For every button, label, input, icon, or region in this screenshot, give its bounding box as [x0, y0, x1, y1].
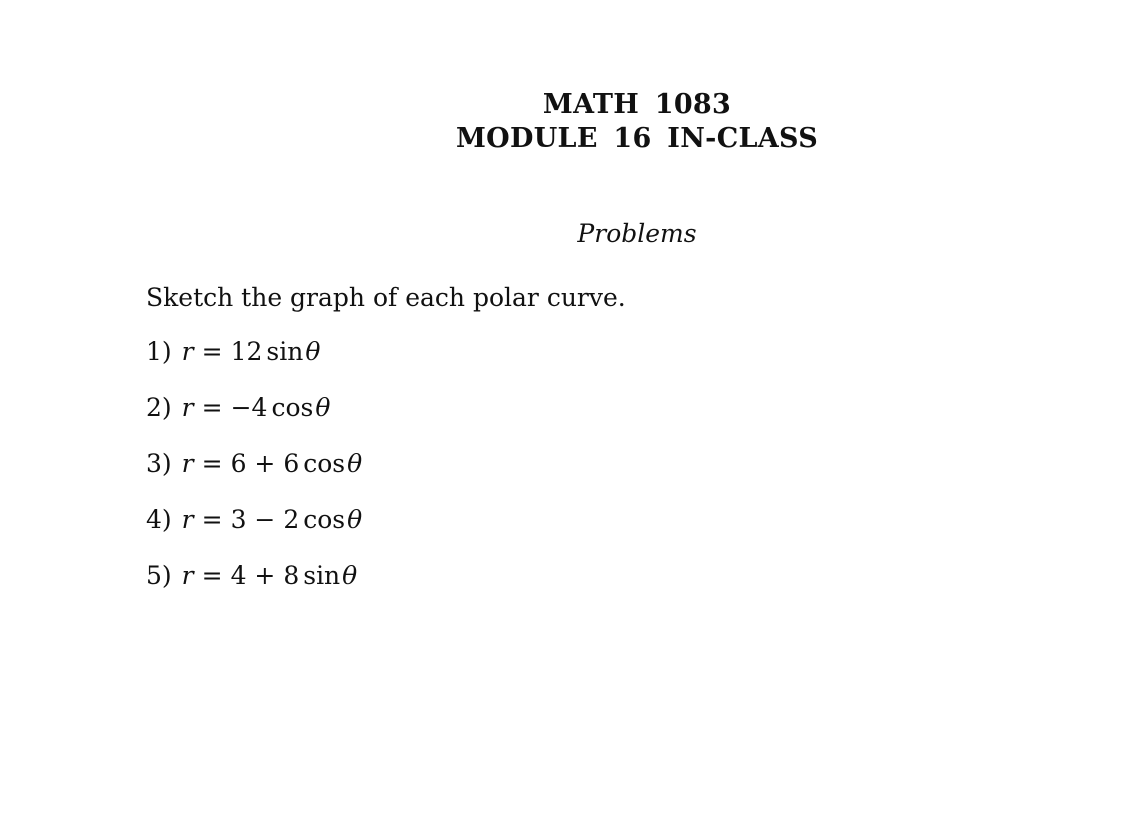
- math-function: sin: [303, 561, 341, 590]
- math-expression: 4 + 8: [230, 561, 300, 590]
- math-theta: θ: [347, 449, 363, 478]
- math-variable: r: [181, 393, 194, 422]
- math-function: cos: [303, 449, 346, 478]
- math-variable: r: [181, 505, 194, 534]
- math-theta: θ: [342, 561, 358, 590]
- math-variable: r: [181, 561, 194, 590]
- problem-item-3: [146, 448, 362, 504]
- math-equals: =: [201, 561, 223, 590]
- problem-item-1: [146, 336, 362, 392]
- math-equals: =: [201, 393, 223, 422]
- problem-item-5: [146, 560, 362, 616]
- math-equals: =: [201, 505, 223, 534]
- math-equals: =: [201, 337, 223, 366]
- math-theta: θ: [305, 337, 321, 366]
- math-expression: 3 − 2: [230, 505, 300, 534]
- math-function: cos: [271, 393, 314, 422]
- math-expression: −4: [230, 393, 268, 422]
- problem-number: 1): [146, 337, 172, 366]
- math-variable: r: [181, 449, 194, 478]
- math-function: sin: [266, 337, 304, 366]
- problem-item-4: [146, 504, 362, 560]
- module-title: MODULE 16 IN-CLASS: [455, 123, 819, 154]
- problem-item-2: [146, 392, 362, 448]
- math-theta: θ: [347, 505, 363, 534]
- math-variable: r: [181, 337, 194, 366]
- problem-number: 2): [146, 393, 172, 422]
- math-function: cos: [303, 505, 346, 534]
- math-expression: 12: [230, 337, 263, 366]
- problem-list: [146, 336, 362, 616]
- section-heading: Problems: [577, 219, 697, 248]
- problem-number: 4): [146, 505, 172, 534]
- math-expression: 6 + 6: [230, 449, 300, 478]
- problem-number: 3): [146, 449, 172, 478]
- title-block: [0, 88, 1122, 156]
- problem-number: 5): [146, 561, 172, 590]
- course-title: MATH 1083: [542, 89, 732, 120]
- math-theta: θ: [315, 393, 331, 422]
- instructions: Sketch the graph of each polar curve.: [146, 283, 626, 312]
- math-equals: =: [201, 449, 223, 478]
